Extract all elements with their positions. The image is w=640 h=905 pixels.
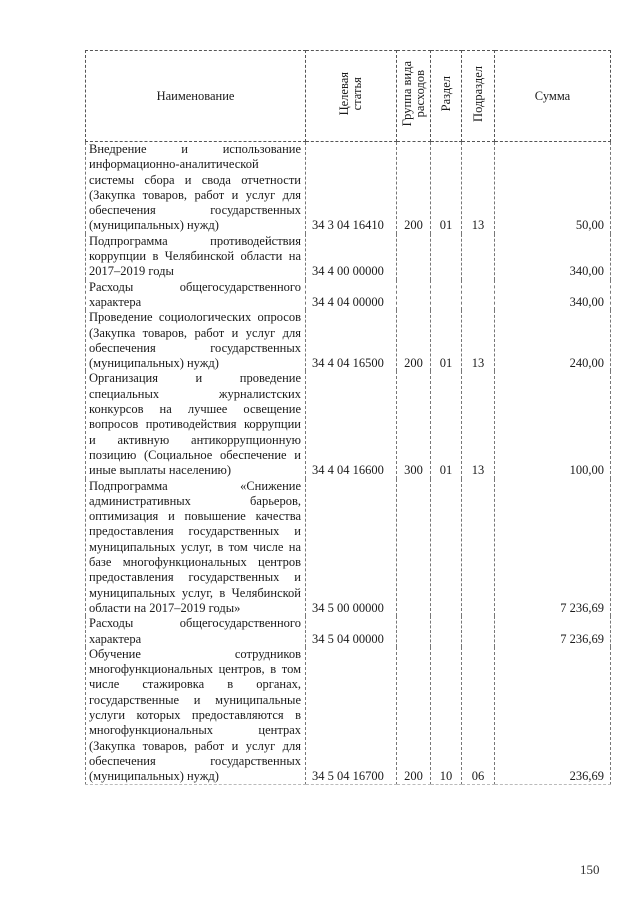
row-name: Подпрограмма противодействия коррупции в Челябинской области на 2017–2019 годы (86, 234, 306, 280)
row-expense-group (397, 479, 431, 617)
row-section: 01 (431, 310, 462, 371)
budget-table (85, 50, 611, 785)
row-section (431, 280, 462, 311)
row-section (431, 234, 462, 280)
row-subsection (462, 479, 495, 617)
row-subsection (462, 616, 495, 647)
row-name: Проведение социологических опросов (Закупка товаров, работ и услуг для обеспечения государственных (муниципальных) нужд) (86, 310, 306, 371)
table-row (86, 616, 611, 647)
row-name: Расходы общегосударственного характера (86, 616, 306, 647)
table-row (86, 310, 611, 371)
row-subsection: 06 (462, 647, 495, 785)
row-sum: 340,00 (495, 234, 611, 280)
row-expense-group: 200 (397, 142, 431, 234)
row-expense-group (397, 234, 431, 280)
header-section: Раздел (431, 51, 462, 142)
row-sum: 7 236,69 (495, 616, 611, 647)
table-row (86, 234, 611, 280)
row-name: Организация и проведение специальных журналистских конкурсов на лучшее освещение вопросов противодействия коррупции и активную антикоррупционную позицию (Социальное обеспечение и иные выплаты населению) (86, 371, 306, 478)
row-name: Расходы общегосударственного характера (86, 280, 306, 311)
row-expense-group: 300 (397, 371, 431, 478)
row-subsection (462, 234, 495, 280)
header-expense-group: Группа вида расходов (397, 51, 431, 142)
row-subsection: 13 (462, 142, 495, 234)
row-subsection: 13 (462, 310, 495, 371)
table-header (86, 51, 611, 142)
row-article: 34 4 04 16500 (306, 310, 397, 371)
row-sum: 50,00 (495, 142, 611, 234)
row-article: 34 4 00 00000 (306, 234, 397, 280)
table-body (86, 142, 611, 785)
row-sum: 240,00 (495, 310, 611, 371)
page-number: 150 (580, 862, 600, 877)
row-subsection (462, 280, 495, 311)
header-name: Наименование (86, 51, 306, 142)
row-sum: 340,00 (495, 280, 611, 311)
row-sum: 236,69 (495, 647, 611, 785)
row-section: 01 (431, 142, 462, 234)
row-sum: 100,00 (495, 371, 611, 478)
row-section: 10 (431, 647, 462, 785)
row-article: 34 3 04 16410 (306, 142, 397, 234)
row-section (431, 479, 462, 617)
row-expense-group (397, 280, 431, 311)
row-section (431, 616, 462, 647)
row-article: 34 5 04 00000 (306, 616, 397, 647)
table-row (86, 280, 611, 311)
table-row (86, 647, 611, 785)
row-article: 34 4 04 00000 (306, 280, 397, 311)
row-expense-group: 200 (397, 647, 431, 785)
table-row (86, 479, 611, 617)
row-name: Обучение сотрудников многофункциональных центров, в том числе стажировка в органах, государственные и муниципальные услуги которых предоставляются в многофункциональных центрах (Закупка товаров, работ и услуг для обеспечения государственных (муниципальных) нужд) (86, 647, 306, 785)
row-article: 34 5 04 16700 (306, 647, 397, 785)
row-article: 34 5 00 00000 (306, 479, 397, 617)
row-subsection: 13 (462, 371, 495, 478)
row-sum: 7 236,69 (495, 479, 611, 617)
row-name: Внедрение и использование информационно-аналитической системы сбора и свода отчетности (Закупка товаров, работ и услуг для обеспечения государственных (муниципальных) нужд) (86, 142, 306, 234)
row-article: 34 4 04 16600 (306, 371, 397, 478)
row-expense-group (397, 616, 431, 647)
table-row (86, 371, 611, 478)
row-name: Подпрограмма «Снижение административных барьеров, оптимизация и повышение качества предоставления государственных и муниципальных услуг, в том числе на базе многофункциональных центров предоставления государственных и муниципальных услуг, в Челябинской области на 2017–2019 годы» (86, 479, 306, 617)
header-article: Целевая статья (306, 51, 397, 142)
table-row (86, 142, 611, 234)
row-expense-group: 200 (397, 310, 431, 371)
header-sum: Сумма (495, 51, 611, 142)
row-section: 01 (431, 371, 462, 478)
header-subsection: Подраздел (462, 51, 495, 142)
